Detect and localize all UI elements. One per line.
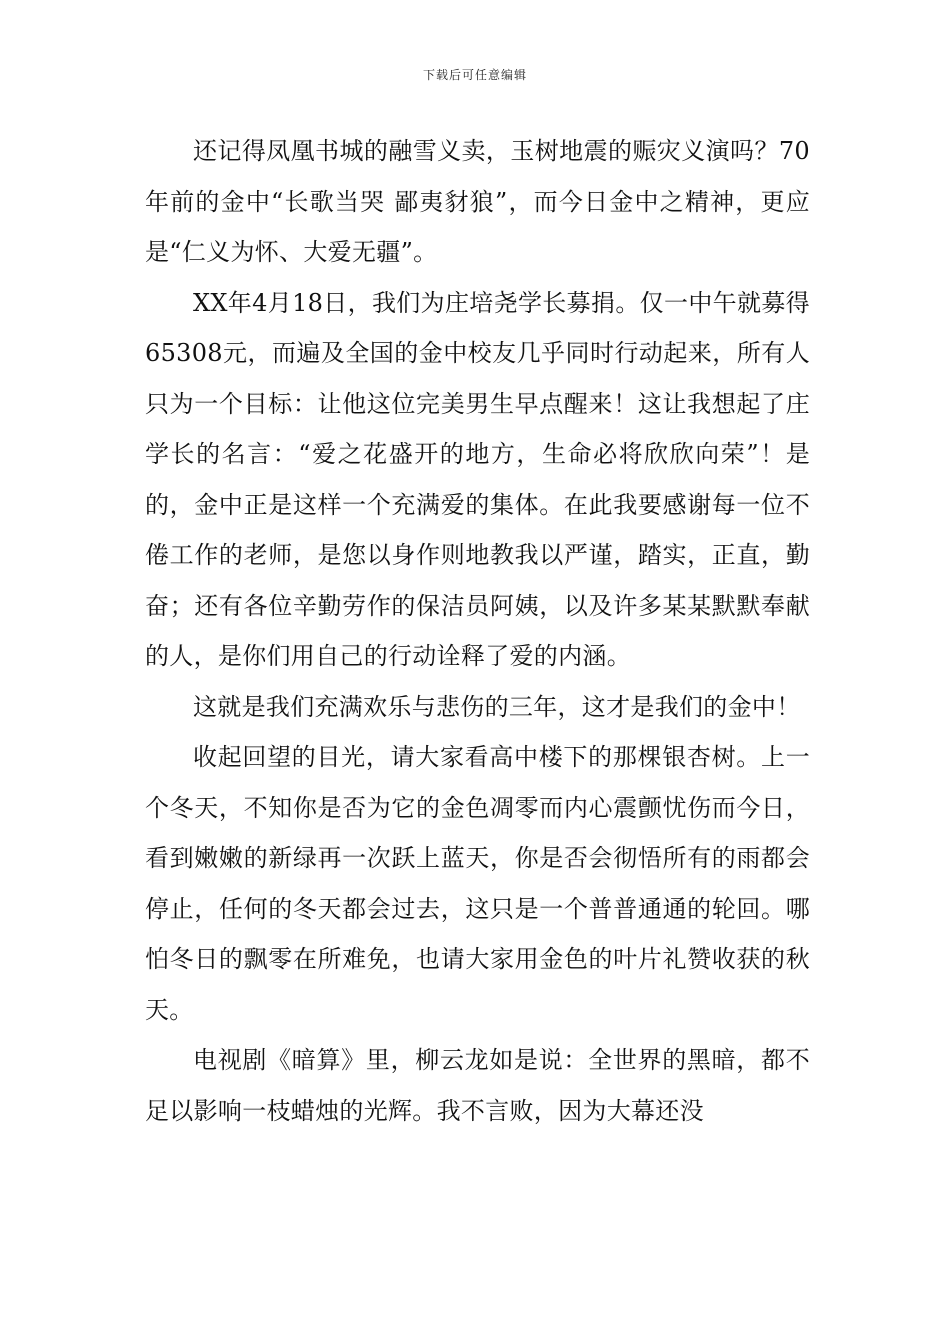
paragraph-3: 这就是我们充满欢乐与悲伤的三年，这才是我们的金中！ (193, 692, 801, 721)
header-note: 下载后可任意编辑 (422, 68, 527, 82)
paragraph-2: XX年4月18日，我们为庄培尧学长募捐。仅一中午就募得65308元，而遍及全国的金中校友几乎同时行动起来，所有人只为一个目标：让他这位完美男生早点醒来！这让我想起了庄学长的名言：“爱之花盛开的地方，生命必将欣欣向荣”！是的，金中正是这样一个充满爱的集体。在此我要感谢每一位不倦工作的老师，是您以身作则地教我以严谨，踏实，正直，勤奋；还有各位辛勤劳作的保洁员阿姨，以及许多某某默默奉献的人，是你们用自己的行动诠释了爱的内涵。 (145, 288, 810, 670)
paragraph-1: 还记得凤凰书城的融雪义卖，玉树地震的赈灾义演吗？70年前的金中“长歌当哭 鄙夷豺狼”，而今日金中之精神，更应是“仁义为怀、大爱无疆”。 (145, 137, 810, 266)
paragraph-5: 电视剧《暗算》里，柳云龙如是说：全世界的黑暗，都不足以影响一枝蜡烛的光辉。我不言败，因为大幕还没 (145, 1046, 810, 1125)
document-body (145, 126, 810, 1136)
paragraph-4: 收起回望的目光，请大家看高中楼下的那棵银杏树。上一个冬天，不知你是否为它的金色凋零而内心震颤忧伤而今日，看到嫩嫩的新绿再一次跃上蓝天，你是否会彻悟所有的雨都会停止，任何的冬天都会过去，这只是一个普普通通的轮回。哪怕冬日的飘零在所难免，也请大家用金色的叶片礼赞收获的秋天。 (145, 743, 810, 1024)
